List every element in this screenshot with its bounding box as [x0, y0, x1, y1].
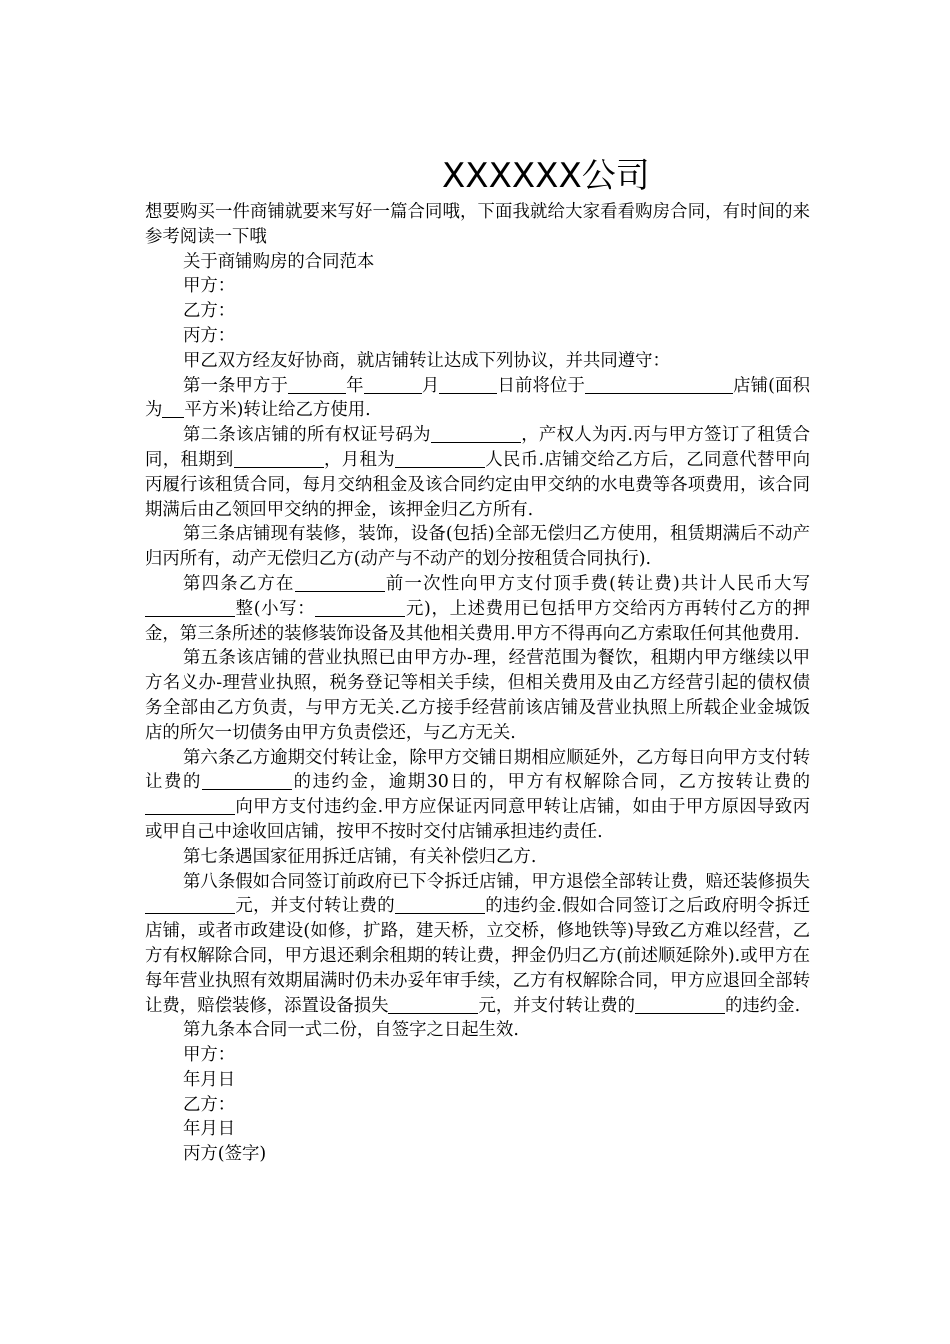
article-3: 第三条店铺现有装修，装饰，设备(包括)全部无偿归乙方使用，租赁期满后不动产归丙所有，动产无偿归乙方(动产与不动产的划分按租赁合同执行). — [145, 524, 810, 570]
preamble-paragraph: 甲乙双方经友好协商，就店铺转让达成下列协议，并共同遵守： — [183, 350, 670, 371]
article-1-text: 日前将位于 — [497, 375, 586, 396]
article-9: 第九条本合同一式二份，自签字之日起生效. — [183, 1020, 519, 1041]
party-b-line: 乙方： — [183, 301, 236, 322]
article-2-text: ，产权人为丙.丙与甲方签订了租赁合同，租期到 — [145, 425, 810, 470]
party-c-line: 丙方： — [183, 325, 236, 346]
article-1-text: 店铺(面积为 — [145, 375, 810, 421]
article-1-text: 年 — [346, 375, 364, 396]
contract-heading: 关于商铺购房的合同范本 — [183, 251, 375, 272]
blank-field — [439, 375, 497, 394]
article-8-text: 元，并支付转让费的 — [478, 995, 636, 1016]
signature-party-a: 甲方： — [183, 1045, 236, 1066]
blank-field — [234, 449, 324, 468]
article-4-text: 前一次性向甲方支付顶手费(转让费)共计人民币大写 — [384, 573, 810, 594]
signature-party-c: 丙方(签字) — [183, 1144, 267, 1165]
article-6 — [145, 746, 810, 845]
article-8-text: 的违约金.假如合同签订之后政府明令拆迁店铺，或者市政建设(如修，扩路，建天桥，立交桥，修地铁等)导致乙方难以经营，乙方有权解除合同，甲方退还剩余租期的转让费，押金仍归乙方(前述顺延除外).或甲方在每年营业执照有效期届满时仍未办妥年审手续，乙方有权解除合同，甲方应退回全部转让费，赔偿装修，添置设备损失 — [145, 896, 810, 1016]
article-7: 第七条遇国家征用拆迁店铺，有关补偿归乙方. — [183, 846, 537, 867]
blank-field — [635, 995, 725, 1014]
article-1 — [145, 374, 810, 424]
article-2-text: 第二条该店铺的所有权证号码为 — [183, 425, 431, 446]
blank-field — [295, 573, 385, 592]
article-6-text: 向甲方支付违约金.甲方应保证丙同意甲转让店铺，如由于甲方原因导致丙或甲自己中途收回店铺，按甲不按时交付店铺承担违约责任. — [145, 797, 810, 842]
party-a-line: 甲方： — [183, 276, 236, 297]
signature-party-b: 乙方： — [183, 1094, 236, 1115]
article-2-text: ，月租为 — [323, 449, 395, 470]
article-2-text: 人民币.店铺交给乙方后，乙同意代替甲向丙履行该租赁合同，每月交纳租金及该合同约定由甲交纳的水电费等各项费用，该合同期满后由乙领回甲交纳的押金，该押金归乙方所有. — [145, 449, 810, 520]
article-4-text: 元)，上述费用已包括甲方交给丙方再转付乙方的押金，第三条所述的装修装饰设备及其他相关费用.甲方不得再向乙方索取任何其他费用. — [145, 598, 810, 644]
article-6-text: 的违约金，逾期30日的，甲方有权解除合同，乙方按转让费的 — [292, 772, 810, 793]
article-4-text: 第四条乙方在 — [183, 573, 295, 594]
blank-field — [202, 771, 292, 790]
signature-date-b: 年月日 — [183, 1119, 236, 1140]
article-8-text: 的违约金. — [725, 995, 801, 1016]
article-8-text: 元，并支付转让费的 — [235, 896, 395, 917]
article-1-text: 平方米)转让给乙方使用. — [184, 400, 371, 421]
blank-field — [145, 598, 235, 617]
blank-field — [364, 375, 422, 394]
blank-field — [145, 796, 235, 815]
blank-field — [388, 995, 478, 1014]
article-5: 第五条该店铺的营业执照已由甲方办-理，经营范围为餐饮，租期内甲方继续以甲方名义办-理营业执照，税务登记等相关手续，但相关费用及由乙方经营引起的债权债务全部由乙方负责，与甲方无关.乙方接手经营前该店铺及营业执照上所载企业金城饭店的所欠一切债务由甲方负责偿还，与乙方无关. — [145, 648, 810, 743]
blank-field — [162, 399, 184, 418]
article-6-text: 第六条乙方逾期交付转让金，除甲方交铺日期相应顺延外，乙方每日向甲方支付转让费的 — [145, 747, 810, 793]
blank-field — [288, 375, 346, 394]
blank-field — [395, 895, 485, 914]
article-4 — [145, 572, 810, 646]
blank-field — [395, 449, 485, 468]
article-8-text: 第八条假如合同签订前政府已下令拆迁店铺，甲方退偿全部转让费，赔还装修损失 — [183, 871, 810, 892]
article-8 — [145, 870, 810, 1019]
document-title: XXXXXX公司 — [442, 156, 650, 196]
article-1-text: 月 — [421, 375, 440, 396]
signature-date-a: 年月日 — [183, 1069, 236, 1090]
article-4-text: 整(小写： — [235, 598, 316, 619]
blank-field — [431, 424, 521, 443]
article-2 — [145, 423, 810, 522]
intro-paragraph: 想要购买一件商铺就要来写好一篇合同哦，下面我就给大家看看购房合同，有时间的来参考阅读一下哦 — [145, 202, 810, 247]
blank-field — [585, 375, 733, 394]
blank-field — [145, 895, 235, 914]
blank-field — [315, 598, 405, 617]
article-1-text: 第一条甲方于 — [183, 375, 289, 396]
document-body — [145, 200, 810, 1167]
